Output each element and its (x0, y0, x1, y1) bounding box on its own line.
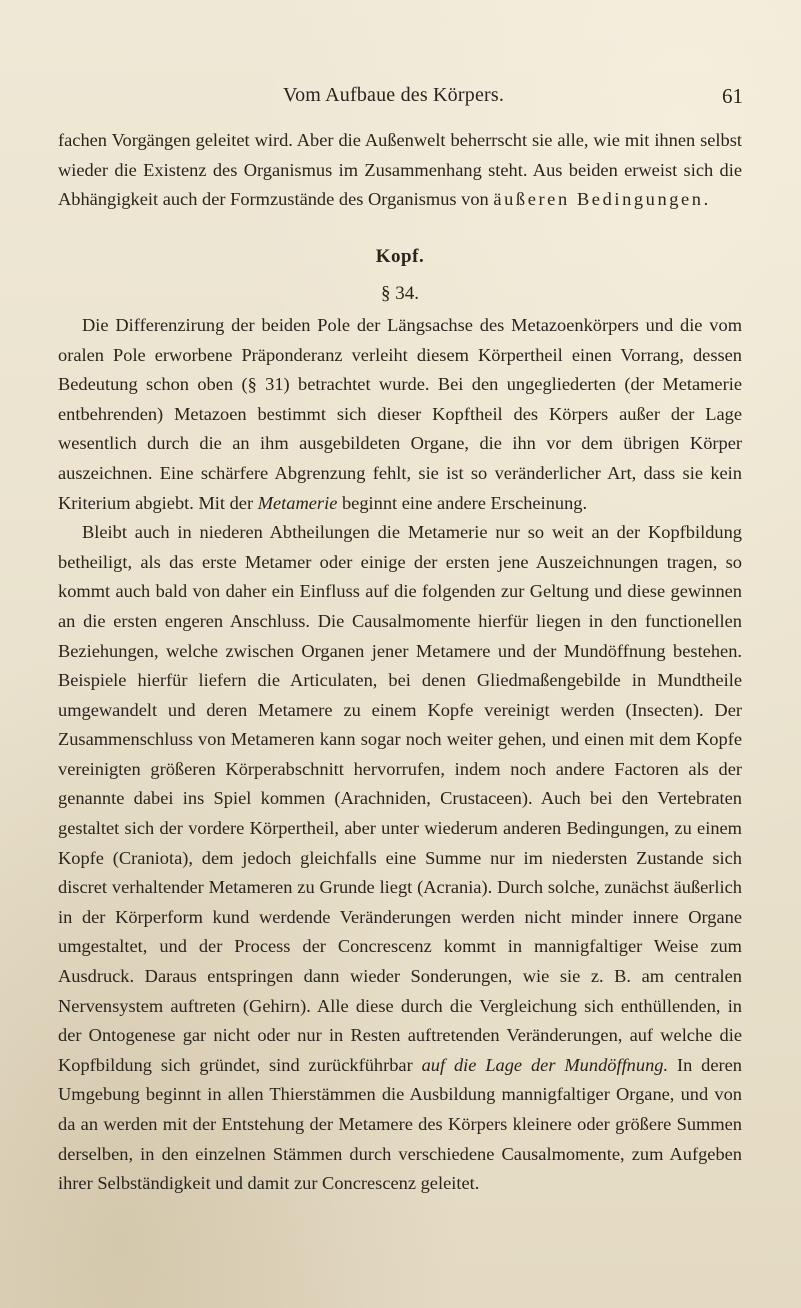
paragraph-text: In deren Umgebung beginnt in allen Thierstämmen die Ausbildung mannigfaltiger Organe, und von da an werden mit der Entstehung der Metamere des Körpers kleinere oder größere Summen derselben, in den einzelnen Stämmen durch verschiedene Causalmomente, zum Aufgeben ihrer Selbständigkeit und damit zur Concrescenz geleitet. (58, 1054, 742, 1194)
paragraph-2 (58, 518, 742, 1199)
running-head-title: Vom Aufbaue des Körpers. (283, 84, 505, 106)
page-number: 61 (722, 84, 743, 108)
paragraph-text: beginnt eine andere Erscheinung. (337, 492, 588, 513)
paragraph-text: Bleibt auch in niederen Abtheilungen die Metamerie nur so weit an der Kopfbildung betheiligt, als das erste Metamer oder einige der ersten jene Auszeichnungen tragen, so kommt auch bald von daher ein Einfluss auf die folgenden zur Geltung und diese gewinnen an die ersten engeren Anschluss. Die Causalmomente hierfür liegen in den functionellen Beziehungen, welche zwischen Organen jener Metamere und der Mundöffnung bestehen. Beispiele hierfür liefern die Articulaten, bei denen Gliedmaßengebilde in Mundtheile umgewandelt und deren Metamere zu einem Kopfe vereinigt werden (Insecten). Der Zusammenschluss von Metameren kann sogar noch weiter gehen, und einen mit dem Kopfe vereinigten größeren Körperabschnitt hervorrufen, indem noch andere Factoren als der genannte dabei ins Spiel kommen (Arachniden, Crustaceen). Auch bei den Vertebraten gestaltet sich der vordere Körpertheil, aber unter wiederum anderen Bedingungen, zu einem Kopfe (Craniota), dem jedoch gleichfalls eine Summe nur im niedersten Zustande sich discret verhaltender Metameren zu Grunde liegt (Acrania). Durch solche, zunächst äußerlich in der Körperform kund werdende Veränderungen werden nicht minder innere Organe umgestaltet, und der Process der Concrescenz kommt in mannigfaltiger Weise zum Ausdruck. Daraus entspringen dann wieder Sonderungen, wie sie z. B. am centralen Nervensystem auftreten (Gehirn). Alle diese durch die Vergleichung sich enthüllenden, in der Ontogenese gar nicht oder nur in Resten auftretenden Veränderungen, auf welche die Kopfbildung sich gründet, sind zurückführbar (58, 522, 742, 1075)
paragraph-text: Die Differenzirung der beiden Pole der Längsachse des Metazoenkörpers und die vom oralen Pole erworbene Präponderanz verleiht diesem Körpertheil einen Vorrang, dessen Bedeutung schon oben (§ 31) betrachtet wurde. Bei den ungegliederten (der Metamerie entbehrenden) Metazoen bestimmt sich dieser Kopftheil des Körpers außer der Lage wesentlich durch die an ihm ausgebildeten Organe, die ihn vor dem übrigen Körper auszeichnen. Eine schärfere Abgrenzung fehlt, sie ist so veränderlicher Art, dass sie kein Kriterium abgiebt. Mit der (58, 314, 742, 513)
paragraph-text: fachen Vorgängen geleitet wird. Aber die Außenwelt beherrscht sie alle, wie mit ihnen selbst wieder die Existenz des Organismus im Zusammenhang steht. Aus beiden erweist sich die Abhängigkeit auch der Formzustände des Organismus von (58, 130, 742, 210)
running-head (0, 84, 801, 112)
body-text (58, 126, 742, 1199)
section-number: § 34. (381, 283, 419, 305)
italic-phrase: auf die Lage der Mundöffnung. (421, 1054, 669, 1075)
chapter-heading: Kopf. (375, 245, 425, 267)
paragraph-continued (58, 126, 742, 215)
italic-term: Metamerie (257, 492, 338, 513)
spaced-emphasis: äußeren Bedingungen. (493, 189, 711, 210)
paragraph-1 (58, 311, 742, 518)
